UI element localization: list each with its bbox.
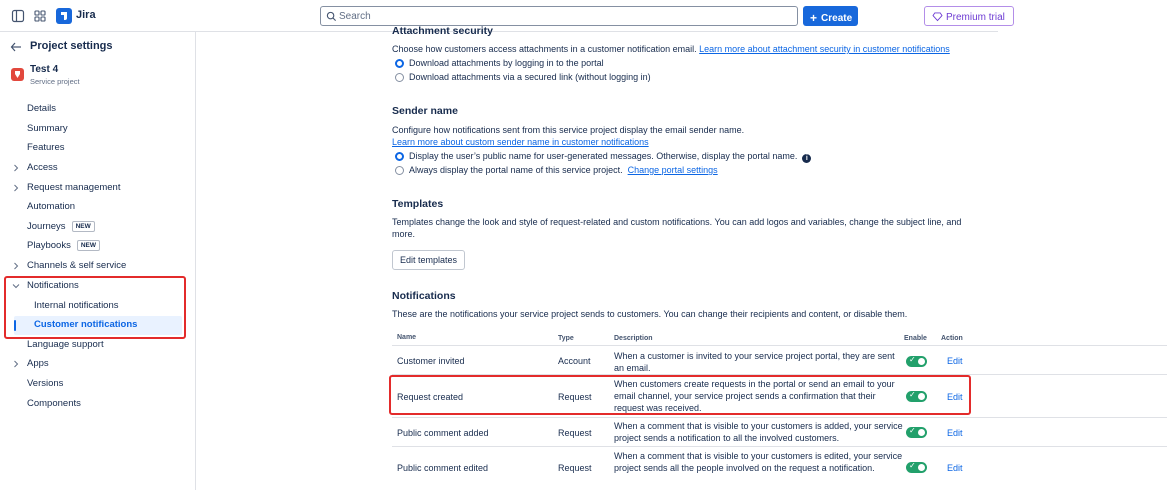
sidebar-item-apps[interactable]: Apps xyxy=(27,358,49,369)
table-divider xyxy=(392,374,1167,375)
radio-public-name[interactable] xyxy=(395,152,404,161)
sidebar-item-internal-notifications[interactable]: Internal notifications xyxy=(34,300,119,311)
table-divider xyxy=(392,417,1167,418)
sidebar-item-features[interactable]: Features xyxy=(27,142,65,153)
row-name: Customer invited xyxy=(397,356,465,366)
notifications-heading: Notifications xyxy=(392,290,456,302)
radio-portal-name-label xyxy=(409,165,718,175)
search-placeholder: Search xyxy=(339,11,371,22)
check-icon: ✓ xyxy=(909,461,916,470)
sender-name-heading: Sender name xyxy=(392,105,458,117)
radio-portal-name[interactable] xyxy=(395,166,404,175)
check-icon: ✓ xyxy=(909,355,916,364)
sidebar-item-label: Playbooks xyxy=(27,240,71,251)
sidebar-item-language-support[interactable]: Language support xyxy=(27,339,104,350)
table-divider xyxy=(392,345,1167,346)
new-badge: NEW xyxy=(77,240,100,251)
edit-link[interactable]: Edit xyxy=(947,356,963,366)
sidebar-item-automation[interactable]: Automation xyxy=(27,201,76,212)
chevron-right-icon[interactable] xyxy=(12,184,20,192)
sidebar-item-details[interactable]: Details xyxy=(27,103,57,114)
column-header-action: Action xyxy=(941,335,963,342)
edit-templates-button[interactable]: Edit templates xyxy=(392,250,465,270)
sidebar-item-label: Journeys xyxy=(27,221,66,232)
row-type: Account xyxy=(558,356,591,366)
sidebar-item-playbooks[interactable] xyxy=(27,240,100,252)
edit-link[interactable]: Edit xyxy=(947,392,963,402)
sidebar-item-summary[interactable]: Summary xyxy=(27,123,68,134)
search-icon xyxy=(326,11,337,22)
chevron-right-icon[interactable] xyxy=(12,360,20,368)
sidebar-toggle-icon[interactable] xyxy=(11,9,25,23)
attachment-description-text: Choose how customers access attachments in a customer notification email. xyxy=(392,44,697,54)
create-label: Create xyxy=(821,13,853,24)
table-divider xyxy=(392,446,1167,447)
row-type: Request xyxy=(558,463,592,473)
sidebar-item-request-management[interactable]: Request management xyxy=(27,182,121,193)
sidebar-item-components[interactable]: Components xyxy=(27,398,81,409)
attachment-description xyxy=(392,44,950,54)
selected-indicator xyxy=(14,320,16,331)
check-icon: ✓ xyxy=(909,426,916,435)
column-header-type: Type xyxy=(558,335,574,342)
new-badge: NEW xyxy=(72,221,95,232)
radio-download-secured-link-label: Download attachments via a secured link (without logging in) xyxy=(409,72,651,82)
check-icon: ✓ xyxy=(909,390,916,399)
sidebar-item-notifications[interactable]: Notifications xyxy=(27,280,79,291)
row-name: Request created xyxy=(397,392,464,402)
attachment-learn-more-link[interactable]: Learn more about attachment security in customer notifications xyxy=(699,44,950,54)
column-header-enable: Enable xyxy=(904,335,927,342)
row-description: When a customer is invited to your service project portal, they are sent an email. xyxy=(614,351,895,373)
sender-description: Configure how notifications sent from this service project display the email sender name. xyxy=(392,125,745,135)
column-header-name: Name xyxy=(397,334,417,341)
sender-learn-more-link[interactable]: Learn more about custom sender name in customer notifications xyxy=(392,137,649,147)
project-name: Test 4 xyxy=(30,64,59,75)
search-input[interactable] xyxy=(320,6,798,26)
premium-trial-button[interactable] xyxy=(924,6,1014,26)
notifications-description: These are the notifications your service project sends to customers. You can change their recipients and content, or disable them. xyxy=(392,309,908,319)
sidebar-title: Project settings xyxy=(30,40,113,52)
radio-download-portal-label: Download attachments by logging in to the portal xyxy=(409,58,604,68)
row-type: Request xyxy=(558,392,592,402)
row-description: When customers create requests in the portal or send an email to your email channel, your service project sends a confirmation that their request was received. xyxy=(614,379,895,413)
sidebar-item-customer-notifications[interactable]: Customer notifications xyxy=(34,319,138,330)
project-type: Service project xyxy=(30,77,80,86)
sidebar-item-access[interactable]: Access xyxy=(27,162,58,173)
radio-portal-name-text: Always display the portal name of this service project. xyxy=(409,165,623,175)
radio-download-secured-link[interactable] xyxy=(395,73,404,82)
templates-heading: Templates xyxy=(392,198,444,210)
templates-description-line2: more. xyxy=(392,229,416,239)
radio-public-name-label xyxy=(409,151,811,162)
chevron-right-icon[interactable] xyxy=(12,262,20,270)
gem-icon xyxy=(933,12,942,21)
project-avatar xyxy=(11,68,24,81)
project-settings-sidebar xyxy=(0,32,196,490)
create-button[interactable] xyxy=(803,6,858,26)
sidebar-item-channels[interactable]: Channels & self service xyxy=(27,260,127,271)
radio-public-name-text: Display the user’s public name for user-generated messages. Otherwise, display the portal name. xyxy=(409,151,798,161)
main-content xyxy=(196,25,998,490)
row-type: Request xyxy=(558,428,592,438)
row-name: Public comment added xyxy=(397,428,489,438)
app-name[interactable]: Jira xyxy=(76,9,96,21)
info-icon[interactable]: i xyxy=(802,154,811,163)
change-portal-settings-link[interactable]: Change portal settings xyxy=(627,165,718,175)
jira-logo-icon[interactable] xyxy=(56,8,72,24)
column-header-description: Description xyxy=(614,335,653,342)
back-arrow-icon[interactable] xyxy=(10,41,22,53)
radio-download-portal[interactable] xyxy=(395,59,404,68)
row-name: Public comment edited xyxy=(397,463,489,473)
app-switcher-icon[interactable] xyxy=(33,9,47,23)
edit-link[interactable]: Edit xyxy=(947,463,963,473)
plus-icon: + xyxy=(810,11,818,25)
edit-link[interactable]: Edit xyxy=(947,428,963,438)
enable-toggle[interactable] xyxy=(906,356,927,367)
attachment-security-heading: Attachment security xyxy=(392,25,493,37)
enable-toggle[interactable] xyxy=(906,427,927,438)
enable-toggle[interactable] xyxy=(906,462,927,473)
templates-description-line1: Templates change the look and style of request-related and custom notifications. You can add logos and variables, change the subject line, and xyxy=(392,217,962,227)
row-description: When a comment that is visible to your customers is added, your service project sends a notification to all the involved customers. xyxy=(614,421,903,443)
enable-toggle[interactable] xyxy=(906,391,927,402)
premium-label: Premium trial xyxy=(946,12,1005,23)
chevron-right-icon[interactable] xyxy=(12,164,20,172)
row-description: When a comment that is visible to your customers is edited, your service project sends all the people involved on the request a notification. xyxy=(614,451,903,473)
sidebar-item-journeys[interactable] xyxy=(27,221,95,233)
sidebar-item-versions[interactable]: Versions xyxy=(27,378,64,389)
top-navigation-bar xyxy=(0,0,1005,32)
chevron-down-icon[interactable] xyxy=(12,282,20,290)
